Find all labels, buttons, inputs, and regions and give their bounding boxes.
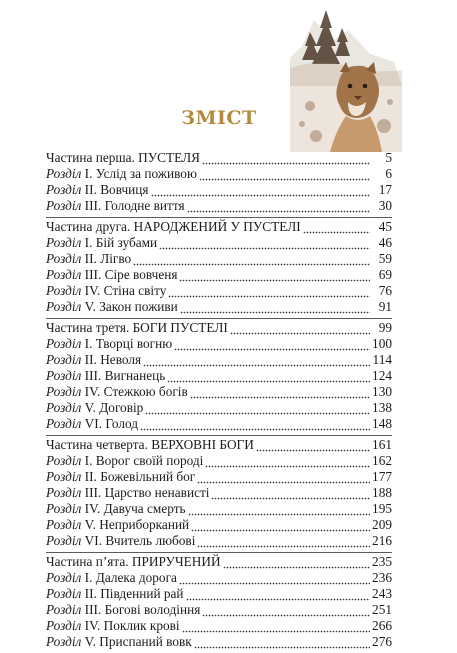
dot-leader <box>168 294 370 299</box>
entry-text: II. Божевільний бог <box>81 469 196 484</box>
entry-text: Частина третя. БОГИ ПУСТЕЛІ <box>46 320 228 335</box>
toc-chapter-entry[interactable] <box>46 235 392 251</box>
toc-chapter-entry[interactable] <box>46 469 392 485</box>
entry-text: V. Закон поживи <box>81 299 178 314</box>
toc-chapter-entry[interactable] <box>46 618 392 634</box>
toc-chapter-entry[interactable] <box>46 166 392 182</box>
contents-heading: ЗМІСТ <box>181 107 257 129</box>
chapter-prefix: Розділ <box>46 602 82 617</box>
entry-text: III. Царство ненависті <box>81 485 210 500</box>
entry-title <box>46 384 188 400</box>
page-number: 148 <box>372 416 392 431</box>
dot-leader <box>174 347 370 352</box>
dot-leader <box>190 395 370 400</box>
toc-chapter-entry[interactable] <box>46 453 392 469</box>
toc-chapter-entry[interactable] <box>46 198 392 214</box>
page-number: 195 <box>372 501 392 516</box>
dot-leader <box>205 464 370 469</box>
entry-text: II. Південний рай <box>81 586 184 601</box>
chapter-prefix: Розділ <box>46 453 82 468</box>
entry-text: Частина друга. НАРОДЖЕНИЙ У ПУСТЕЛІ <box>46 219 301 234</box>
entry-text: I. Ворог своїй породі <box>81 453 204 468</box>
entry-title <box>46 517 189 533</box>
page-number: 216 <box>372 533 392 548</box>
toc-part-section <box>46 217 392 315</box>
dot-leader <box>188 512 370 517</box>
entry-title <box>46 602 200 618</box>
entry-title <box>46 150 200 166</box>
toc-part-section <box>46 435 392 549</box>
dot-leader <box>303 230 370 235</box>
dot-leader <box>167 379 370 384</box>
dot-leader <box>194 645 370 650</box>
entry-title <box>46 453 203 469</box>
page-number: 162 <box>372 453 392 468</box>
dot-leader <box>187 209 370 214</box>
cougar-illustration <box>290 6 402 152</box>
entry-text: Частина п’ята. ПРИРУЧЕНИЙ <box>46 554 221 569</box>
page-number: 46 <box>378 235 392 250</box>
page-number: 209 <box>372 517 392 532</box>
page-number: 235 <box>372 554 392 569</box>
chapter-prefix: Розділ <box>46 416 82 431</box>
chapter-prefix: Розділ <box>46 299 82 314</box>
dot-leader <box>140 427 370 432</box>
entry-title <box>46 320 228 336</box>
dot-leader <box>197 480 370 485</box>
dot-leader <box>223 565 370 570</box>
entry-title <box>46 618 180 634</box>
entry-title <box>46 182 149 198</box>
toc-part-entry[interactable] <box>46 320 392 336</box>
page-number: 114 <box>372 352 392 367</box>
toc-chapter-entry[interactable] <box>46 586 392 602</box>
toc-chapter-entry[interactable] <box>46 299 392 315</box>
table-of-contents <box>46 150 392 653</box>
entry-text: III. Богові володіння <box>81 602 201 617</box>
dot-leader <box>211 496 370 501</box>
entry-title <box>46 416 138 432</box>
chapter-prefix: Розділ <box>46 267 82 282</box>
dot-leader <box>180 310 370 315</box>
dot-leader <box>179 581 370 586</box>
entry-text: II. Лігво <box>81 251 132 266</box>
chapter-prefix: Розділ <box>46 501 82 516</box>
entry-text: III. Вигнанець <box>81 368 166 383</box>
entry-title <box>46 485 209 501</box>
toc-chapter-entry[interactable] <box>46 182 392 198</box>
chapter-prefix: Розділ <box>46 368 82 383</box>
entry-title <box>46 554 221 570</box>
entry-title <box>46 283 166 299</box>
entry-title <box>46 267 177 283</box>
entry-title <box>46 235 157 251</box>
toc-chapter-entry[interactable] <box>46 485 392 501</box>
entry-text: V. Неприборканий <box>81 517 190 532</box>
dot-leader <box>159 246 370 251</box>
toc-chapter-entry[interactable] <box>46 416 392 432</box>
toc-chapter-entry[interactable] <box>46 352 392 368</box>
page-number: 236 <box>372 570 392 585</box>
page-number: 243 <box>372 586 392 601</box>
chapter-prefix: Розділ <box>46 634 82 649</box>
page-number: 69 <box>378 267 392 282</box>
page-number: 138 <box>372 400 392 415</box>
chapter-prefix: Розділ <box>46 400 82 415</box>
toc-chapter-entry[interactable] <box>46 283 392 299</box>
chapter-prefix: Розділ <box>46 283 82 298</box>
entry-text: V. Приспаний вовк <box>81 634 192 649</box>
entry-title <box>46 570 177 586</box>
chapter-prefix: Розділ <box>46 384 82 399</box>
entry-text: IV. Стіна світу <box>81 283 167 298</box>
page-number: 251 <box>372 602 392 617</box>
toc-part-entry[interactable] <box>46 554 392 570</box>
page-number: 130 <box>372 384 392 399</box>
entry-title <box>46 634 192 650</box>
chapter-prefix: Розділ <box>46 182 82 197</box>
chapter-prefix: Розділ <box>46 251 82 266</box>
toc-part-section <box>46 552 392 650</box>
page-number: 76 <box>378 283 392 298</box>
dot-leader <box>145 411 370 416</box>
entry-text: I. Творці вогню <box>81 336 173 351</box>
dot-leader <box>202 613 370 618</box>
dot-leader <box>202 161 370 166</box>
page-number: 266 <box>372 618 392 633</box>
dot-leader <box>143 363 370 368</box>
toc-part-section <box>46 318 392 432</box>
chapter-prefix: Розділ <box>46 469 82 484</box>
entry-text: III. Голодне виття <box>81 198 185 213</box>
entry-title <box>46 437 254 453</box>
dot-leader <box>199 177 370 182</box>
entry-text: I. Услід за поживою <box>81 166 197 181</box>
chapter-prefix: Розділ <box>46 336 82 351</box>
toc-chapter-entry[interactable] <box>46 570 392 586</box>
toc-chapter-entry[interactable] <box>46 336 392 352</box>
entry-text: I. Далека дорога <box>81 570 177 585</box>
chapter-prefix: Розділ <box>46 166 82 181</box>
chapter-prefix: Розділ <box>46 570 82 585</box>
toc-chapter-entry[interactable] <box>46 517 392 533</box>
entry-title <box>46 501 186 517</box>
entry-text: IV. Стежкою богів <box>81 384 188 399</box>
entry-text: VI. Вчитель любові <box>81 533 196 548</box>
toc-chapter-entry[interactable] <box>46 602 392 618</box>
toc-chapter-entry[interactable] <box>46 400 392 416</box>
page-number: 276 <box>372 634 392 649</box>
toc-chapter-entry[interactable] <box>46 634 392 650</box>
entry-text: V. Договір <box>81 400 144 415</box>
toc-part-entry[interactable] <box>46 219 392 235</box>
entry-title <box>46 586 184 602</box>
page-number: 59 <box>378 251 392 266</box>
entry-text: Частина четверта. ВЕРХОВНІ БОГИ <box>46 437 254 452</box>
chapter-prefix: Розділ <box>46 198 82 213</box>
entry-title <box>46 400 143 416</box>
entry-text: II. Вовчиця <box>81 182 149 197</box>
entry-text: IV. Поклик крові <box>81 618 180 633</box>
dot-leader <box>191 528 370 533</box>
page-number: 91 <box>378 299 392 314</box>
toc-chapter-entry[interactable] <box>46 384 392 400</box>
chapter-prefix: Розділ <box>46 235 82 250</box>
toc-chapter-entry[interactable] <box>46 251 392 267</box>
entry-title <box>46 368 165 384</box>
entry-text: I. Бій зубами <box>81 235 158 250</box>
toc-chapter-entry[interactable] <box>46 501 392 517</box>
chapter-prefix: Розділ <box>46 533 82 548</box>
entry-title <box>46 533 195 549</box>
page-number: 5 <box>385 150 392 165</box>
toc-chapter-entry[interactable] <box>46 267 392 283</box>
page-number: 17 <box>378 182 392 197</box>
chapter-prefix: Розділ <box>46 517 82 532</box>
entry-title <box>46 352 141 368</box>
entry-title <box>46 166 197 182</box>
toc-part-entry[interactable] <box>46 150 392 166</box>
page-number: 45 <box>378 219 392 234</box>
dot-leader <box>256 448 370 453</box>
chapter-prefix: Розділ <box>46 485 82 500</box>
page-number: 100 <box>372 336 392 351</box>
page-number: 188 <box>372 485 392 500</box>
page-number: 99 <box>378 320 392 335</box>
entry-text: Частина перша. ПУСТЕЛЯ <box>46 150 201 165</box>
dot-leader <box>230 331 370 336</box>
entry-text: IV. Давуча смерть <box>81 501 186 516</box>
dot-leader <box>186 597 370 602</box>
entry-title <box>46 198 185 214</box>
dot-leader <box>197 544 370 549</box>
entry-title <box>46 219 301 235</box>
toc-part-entry[interactable] <box>46 437 392 453</box>
page-number: 6 <box>385 166 392 181</box>
toc-chapter-entry[interactable] <box>46 368 392 384</box>
chapter-prefix: Розділ <box>46 618 82 633</box>
entry-title <box>46 336 172 352</box>
toc-chapter-entry[interactable] <box>46 533 392 549</box>
entry-text: III. Сіре вовченя <box>81 267 178 282</box>
page-number: 161 <box>372 437 392 452</box>
dot-leader <box>179 278 370 283</box>
page-number: 177 <box>372 469 392 484</box>
entry-text: VI. Голод <box>81 416 139 431</box>
entry-title <box>46 299 178 315</box>
page-number: 124 <box>372 368 392 383</box>
toc-part-section <box>46 150 392 214</box>
entry-text: II. Неволя <box>81 352 142 367</box>
page-number: 30 <box>378 198 392 213</box>
chapter-prefix: Розділ <box>46 352 82 367</box>
entry-title <box>46 251 131 267</box>
entry-title <box>46 469 195 485</box>
chapter-prefix: Розділ <box>46 586 82 601</box>
